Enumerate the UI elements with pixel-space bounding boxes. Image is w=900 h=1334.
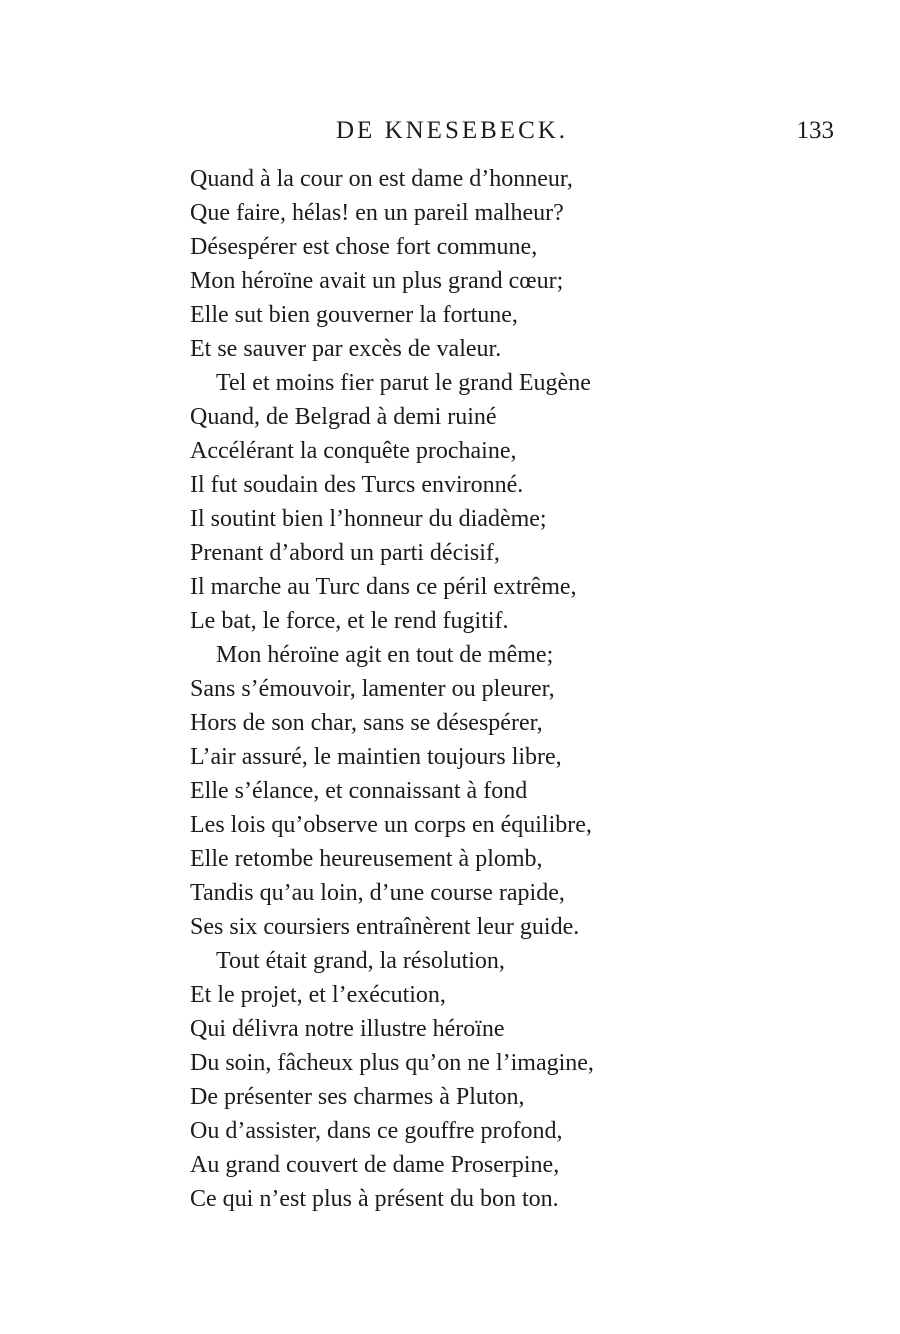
verse-line: Il marche au Turc dans ce péril extrême, (190, 574, 577, 600)
verse-line: Ses six coursiers entraînèrent leur guide. (190, 914, 580, 940)
verse-line: Elle retombe heureusement à plomb, (190, 846, 543, 872)
verse-line: Tout était grand, la résolution, (216, 948, 505, 974)
verse-line: Hors de son char, sans se désespérer, (190, 710, 543, 736)
verse-line: Et se sauver par excès de valeur. (190, 336, 502, 362)
poem-body (190, 162, 850, 1216)
verse-line: Ce qui n’est plus à présent du bon ton. (190, 1186, 559, 1212)
running-title: DE KNESEBECK. (336, 117, 569, 144)
verse-line: Mon héroïne agit en tout de même; (216, 642, 554, 668)
verse-line: Du soin, fâcheux plus qu’on ne l’imagine, (190, 1050, 594, 1076)
page-number: 133 (796, 117, 834, 144)
verse-line: Tandis qu’au loin, d’une course rapide, (190, 880, 565, 906)
verse-line: Accélérant la conquête prochaine, (190, 438, 517, 464)
verse-line: Prenant d’abord un parti décisif, (190, 540, 500, 566)
verse-line: L’air assuré, le maintien toujours libre, (190, 744, 562, 770)
verse-line: Il fut soudain des Turcs environné. (190, 472, 524, 498)
verse-line: Qui délivra notre illustre héroïne (190, 1016, 505, 1042)
verse-line: Mon héroïne avait un plus grand cœur; (190, 268, 564, 294)
verse-line: Le bat, le force, et le rend fugitif. (190, 608, 509, 634)
verse-line: Elle sut bien gouverner la fortune, (190, 302, 518, 328)
verse-line: Sans s’émouvoir, lamenter ou pleurer, (190, 676, 555, 702)
verse-line: Tel et moins fier parut le grand Eugène (216, 370, 591, 396)
verse-line: Au grand couvert de dame Proserpine, (190, 1152, 560, 1178)
verse-line: Elle s’élance, et connaissant à fond (190, 778, 528, 804)
verse-line: Ou d’assister, dans ce gouffre profond, (190, 1118, 563, 1144)
verse-line: Quand, de Belgrad à demi ruiné (190, 404, 497, 430)
verse-line: Quand à la cour on est dame d’honneur, (190, 166, 573, 192)
verse-line: De présenter ses charmes à Pluton, (190, 1084, 525, 1110)
verse-line: Que faire, hélas! en un pareil malheur? (190, 200, 564, 226)
verse-line: Désespérer est chose fort commune, (190, 234, 538, 260)
verse-line: Il soutint bien l’honneur du diadème; (190, 506, 547, 532)
verse-line: Et le projet, et l’exécution, (190, 982, 446, 1008)
verse-line: Les lois qu’observe un corps en équilibre, (190, 812, 592, 838)
